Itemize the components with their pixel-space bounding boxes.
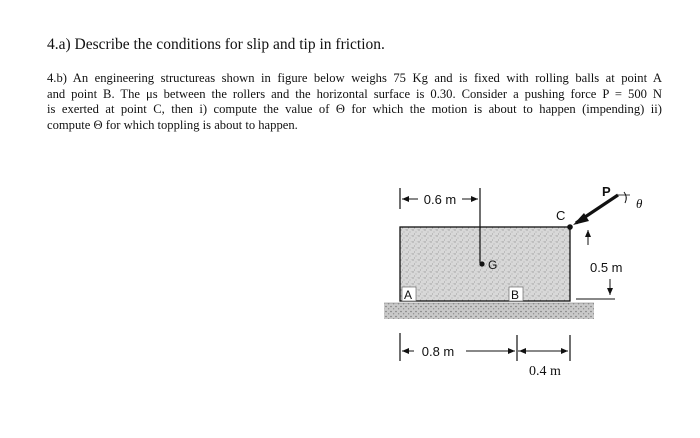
force-p — [573, 184, 643, 225]
bottom-left-dimension-label: 0.8 m — [421, 344, 455, 359]
question-b-line-3: is exerted at point C, then i) compute the value of Θ for which the motion is about to happen (impending) ii) — [47, 102, 662, 116]
label-c: C — [556, 208, 566, 223]
label-b: B — [511, 288, 520, 302]
structure-block — [400, 227, 570, 301]
label-theta: θ — [636, 196, 643, 211]
question-b-line-1: 4.b) An engineering structureas shown in figure below weighs 75 Kg and is fixed with rolling balls at point A — [47, 71, 662, 85]
label-p: P — [602, 184, 611, 199]
question-a: 4.a) Describe the conditions for slip and tip in friction. — [47, 36, 385, 53]
height-dimension-label: 0.5 m — [590, 260, 623, 275]
center-of-gravity-dot — [479, 261, 484, 266]
structure-diagram — [370, 175, 670, 385]
bottom-right-dimension-label: 0.4 m — [529, 364, 561, 379]
question-b-line-4: compute Θ for which toppling is about to happen. — [47, 117, 298, 132]
bottom-dimensions — [400, 333, 570, 379]
question-b — [47, 71, 662, 133]
structure-figure — [370, 175, 670, 385]
label-g: G — [488, 258, 498, 272]
top-dimension-label: 0.6 m — [423, 192, 457, 207]
height-dimension — [576, 230, 623, 299]
question-b-line-2: and point B. The μs between the rollers and the horizontal surface is 0.30. Consider a pushing force P = 500 N — [47, 86, 662, 101]
point-c-dot — [567, 224, 573, 230]
ground-surface — [384, 303, 594, 319]
label-a: A — [404, 288, 413, 302]
top-dimension — [400, 188, 480, 209]
